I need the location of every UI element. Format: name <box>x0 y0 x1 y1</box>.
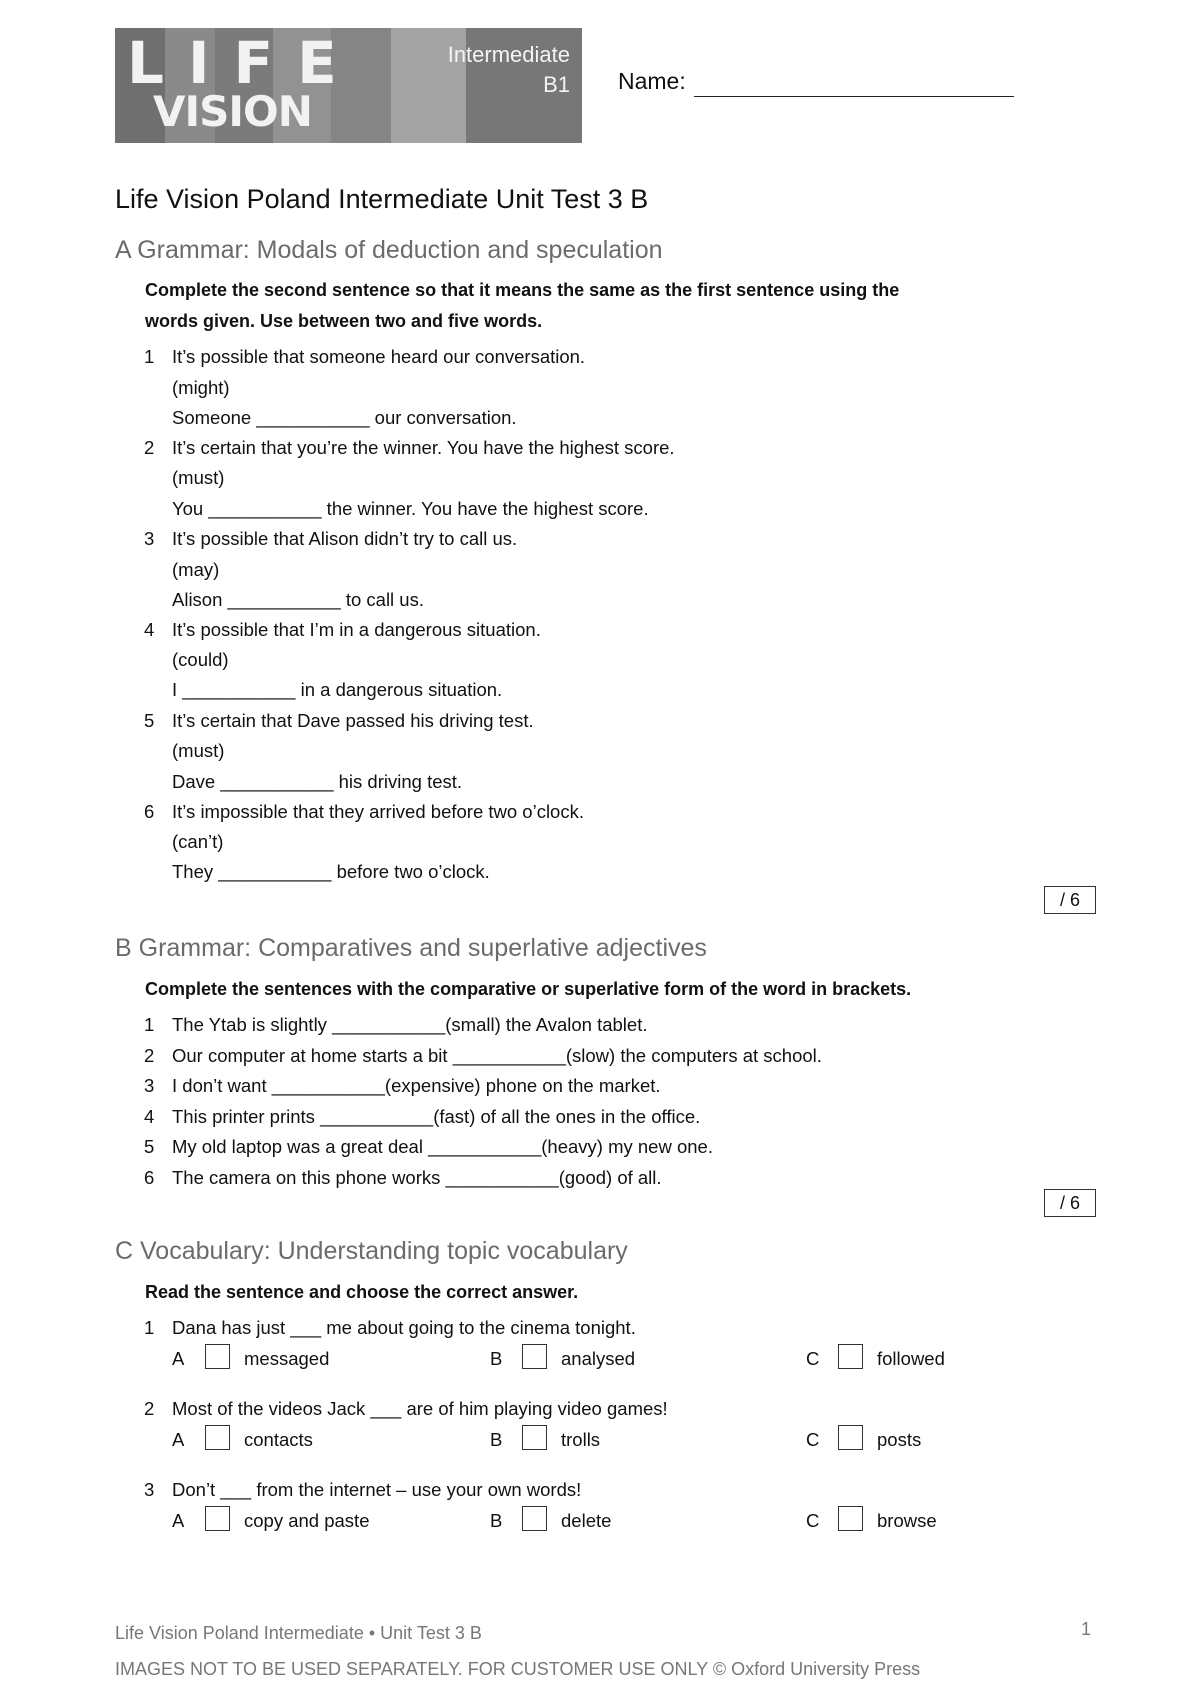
item-number: 4 <box>144 1106 155 1127</box>
item-sentence[interactable]: Our computer at home starts a bit ___________(slow) the computers at school. <box>172 1045 822 1066</box>
option-letter: C <box>806 1348 820 1369</box>
option-text: trolls <box>561 1429 601 1450</box>
item-sentence: Most of the videos Jack ___ are of him playing video games! <box>172 1398 668 1419</box>
life-vision-logo <box>115 28 582 143</box>
item-answer-line[interactable]: You ___________ the winner. You have the highest score. <box>172 498 649 519</box>
item-sentence: It’s possible that I’m in a dangerous situation. <box>172 619 541 640</box>
item-number: 2 <box>144 437 155 458</box>
item-number: 2 <box>144 1045 155 1066</box>
item-key-word: (must) <box>172 740 225 761</box>
item-sentence: It’s possible that someone heard our conversation. <box>172 346 586 367</box>
item-sentence: It’s impossible that they arrived before two o’clock. <box>172 801 584 822</box>
option-text: followed <box>877 1348 945 1369</box>
option-letter: B <box>490 1348 503 1369</box>
item-number: 5 <box>144 710 155 731</box>
section-b-title: B Grammar: Comparatives and superlative adjectives <box>115 934 707 962</box>
option-letter: A <box>172 1429 185 1450</box>
item-answer-line[interactable]: Someone ___________ our conversation. <box>172 407 517 428</box>
footer-copyright: IMAGES NOT TO BE USED SEPARATELY. FOR CUSTOMER USE ONLY © Oxford University Press <box>115 1659 921 1679</box>
item-sentence[interactable]: This printer prints ___________(fast) of all the ones in the office. <box>172 1106 701 1127</box>
option-c-checkbox[interactable] <box>838 1344 863 1369</box>
option-letter: B <box>490 1510 503 1531</box>
item-sentence[interactable]: My old laptop was a great deal ___________(heavy) my new one. <box>172 1136 713 1157</box>
item-number: 1 <box>144 1014 155 1035</box>
item-key-word: (might) <box>172 377 230 398</box>
option-letter: C <box>806 1429 820 1450</box>
name-field[interactable] <box>694 96 1014 97</box>
item-sentence: Dana has just ___ me about going to the cinema tonight. <box>172 1317 636 1338</box>
section-a-title: A Grammar: Modals of deduction and speculation <box>115 236 663 264</box>
item-sentence: It’s certain that Dave passed his driving test. <box>172 710 534 731</box>
option-letter: C <box>806 1510 820 1531</box>
option-text: posts <box>877 1429 922 1450</box>
item-number: 6 <box>144 801 155 822</box>
page-number: 1 <box>1081 1619 1092 1639</box>
item-sentence: Don’t ___ from the internet – use your own words! <box>172 1479 582 1500</box>
option-c-checkbox[interactable] <box>838 1506 863 1531</box>
item-answer-line[interactable]: I ___________ in a dangerous situation. <box>172 679 503 700</box>
option-c-checkbox[interactable] <box>838 1425 863 1450</box>
option-b-checkbox[interactable] <box>522 1425 547 1450</box>
item-sentence[interactable]: I don’t want ___________(expensive) phone on the market. <box>172 1075 661 1096</box>
option-a-checkbox[interactable] <box>205 1344 230 1369</box>
option-text: browse <box>877 1510 937 1531</box>
item-sentence: It’s possible that Alison didn’t try to call us. <box>172 528 518 549</box>
level-name: Intermediate <box>447 42 570 67</box>
item-number: 3 <box>144 1075 155 1096</box>
item-number: 5 <box>144 1136 155 1157</box>
option-text: messaged <box>244 1348 330 1369</box>
section-a-score-box[interactable]: / 6 <box>1044 886 1096 914</box>
section-b-score-box[interactable]: / 6 <box>1044 1189 1096 1217</box>
level-label <box>448 40 570 100</box>
section-a-instruction-line2: words given. Use between two and five words. <box>145 311 543 331</box>
option-b-checkbox[interactable] <box>522 1506 547 1531</box>
level-code: B1 <box>543 72 570 97</box>
item-number: 4 <box>144 619 155 640</box>
item-number: 3 <box>144 1479 155 1500</box>
item-number: 6 <box>144 1167 155 1188</box>
item-number: 2 <box>144 1398 155 1419</box>
item-sentence[interactable]: The camera on this phone works ___________(good) of all. <box>172 1167 662 1188</box>
logo-brand-life: LIFE <box>127 29 361 97</box>
item-answer-line[interactable]: Alison ___________ to call us. <box>172 589 424 610</box>
option-text: analysed <box>561 1348 636 1369</box>
option-letter: A <box>172 1348 185 1369</box>
option-a-checkbox[interactable] <box>205 1425 230 1450</box>
item-number: 1 <box>144 346 155 367</box>
section-a-instruction-line1: Complete the second sentence so that it means the same as the first sentence using the <box>145 280 900 300</box>
option-letter: B <box>490 1429 503 1450</box>
item-answer-line[interactable]: They ___________ before two o’clock. <box>172 861 490 882</box>
option-text: contacts <box>244 1429 313 1450</box>
option-letter: A <box>172 1510 185 1531</box>
item-key-word: (can’t) <box>172 831 224 852</box>
option-text: delete <box>561 1510 612 1531</box>
section-a-instruction <box>145 275 1005 337</box>
name-label: Name: <box>618 68 686 94</box>
item-sentence: It’s certain that you’re the winner. You have the highest score. <box>172 437 675 458</box>
item-number: 3 <box>144 528 155 549</box>
option-b-checkbox[interactable] <box>522 1344 547 1369</box>
item-key-word: (must) <box>172 467 225 488</box>
item-key-word: (may) <box>172 559 220 580</box>
section-c-instruction: Read the sentence and choose the correct answer. <box>145 1282 579 1302</box>
section-c-title: C Vocabulary: Understanding topic vocabulary <box>115 1237 628 1265</box>
section-b-instruction: Complete the sentences with the comparative or superlative form of the word in brackets. <box>145 979 912 999</box>
option-text: copy and paste <box>244 1510 370 1531</box>
page-title: Life Vision Poland Intermediate Unit Test 3 B <box>115 184 649 214</box>
logo-brand-vision: VISION <box>153 87 312 136</box>
item-key-word: (could) <box>172 649 229 670</box>
footer-test-name: Life Vision Poland Intermediate • Unit Test 3 B <box>115 1623 482 1643</box>
item-sentence[interactable]: The Ytab is slightly ___________(small) the Avalon tablet. <box>172 1014 648 1035</box>
option-a-checkbox[interactable] <box>205 1506 230 1531</box>
item-number: 1 <box>144 1317 155 1338</box>
item-answer-line[interactable]: Dave ___________ his driving test. <box>172 771 463 792</box>
